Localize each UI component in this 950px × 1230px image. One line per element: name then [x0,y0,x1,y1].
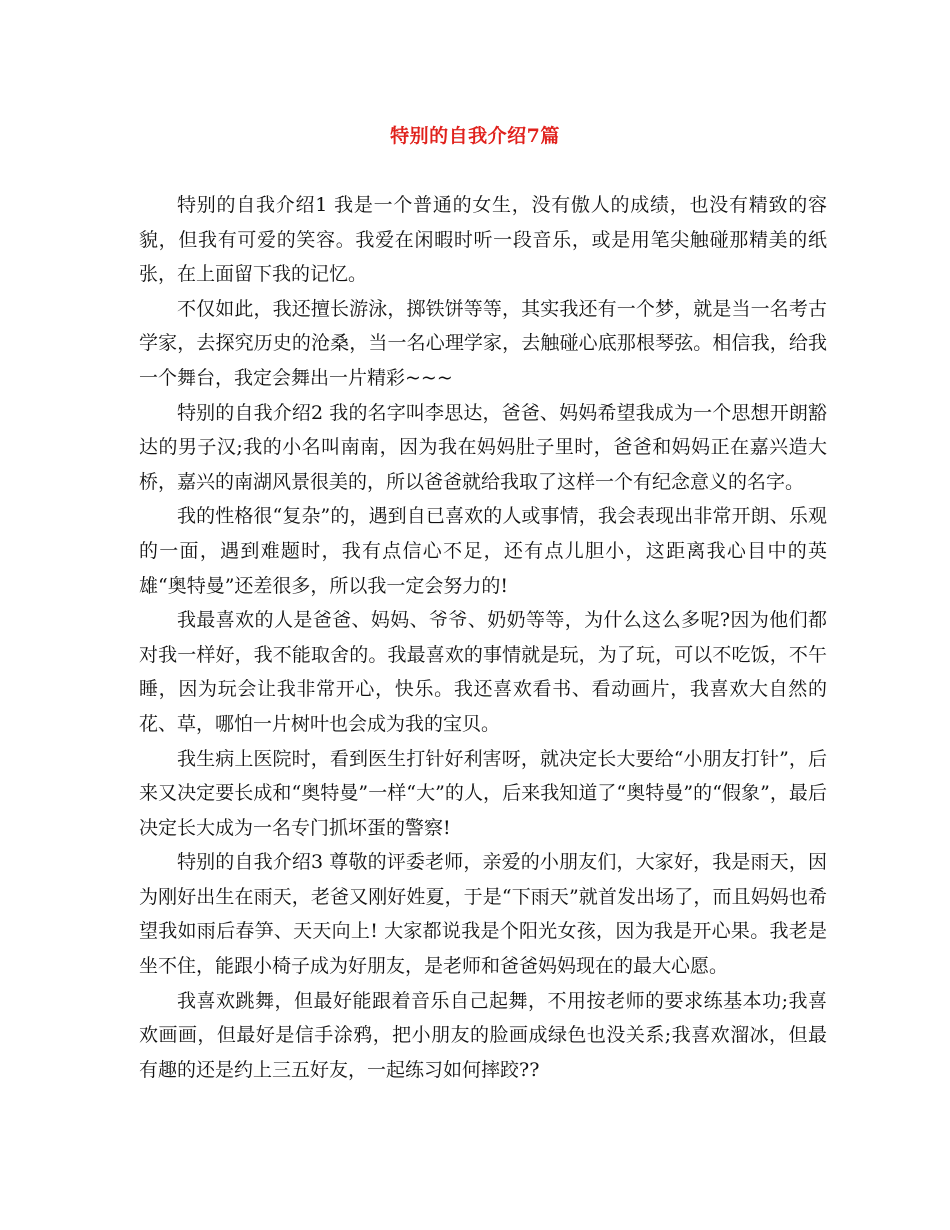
paragraph: 特别的自我介绍2 我的名字叫李思达，爸爸、妈妈希望我成为一个思想开朗豁达的男子汉;我的小名叫南南，因为我在妈妈肚子里时，爸爸和妈妈正在嘉兴造大桥，嘉兴的南湖风景很美的，所以爸爸就给我取了这样一个有纪念意义的名字。 [139,401,827,493]
paragraph: 我喜欢跳舞，但最好能跟着音乐自己起舞，不用按老师的要求练基本功;我喜欢画画，但最好是信手涂鸦，把小朋友的脸画成绿色也没关系;我喜欢溜冰，但最有趣的还是约上三五好友，一起练习如何摔跤?? [139,989,827,1081]
paragraph: 我生病上医院时，看到医生打针好利害呀，就决定长大要给“小朋友打针”，后来又决定要长成和“奥特曼”一样“大”的人，后来我知道了“奥特曼”的“假象”，最后决定长大成为一名专门抓坏蛋的警察! [139,747,827,839]
paragraph: 不仅如此，我还擅长游泳，掷铁饼等等，其实我还有一个梦，就是当一名考古学家，去探究历史的沧桑，当一名心理学家，去触碰心底那根琴弦。相信我，给我一个舞台，我定会舞出一片精彩~~~ [139,297,827,389]
paragraph: 我的性格很“复杂”的，遇到自已喜欢的人或事情，我会表现出非常开朗、乐观的一面，遇到难题时，我有点信心不足，还有点儿胆小，这距离我心目中的英雄“奥特曼”还差很多，所以我一定会努力的! [139,505,827,597]
document-body [139,188,827,1087]
paragraph: 我最喜欢的人是爸爸、妈妈、爷爷、奶奶等等，为什么这么多呢?因为他们都对我一样好，我不能取舍的。我最喜欢的事情就是玩，为了玩，可以不吃饭，不午睡，因为玩会让我非常开心，快乐。我还喜欢看书、看动画片，我喜欢大自然的花、草，哪怕一片树叶也会成为我的宝贝。 [139,609,827,735]
document-title: 特别的自我介绍7篇 [390,125,560,147]
paragraph: 特别的自我介绍1 我是一个普通的女生，没有傲人的成绩，也没有精致的容貌，但我有可爱的笑容。我爱在闲暇时听一段音乐，或是用笔尖触碰那精美的纸张，在上面留下我的记忆。 [139,194,827,286]
paragraph: 特别的自我介绍3 尊敬的评委老师，亲爱的小朋友们，大家好，我是雨天，因为刚好出生在雨天，老爸又刚好姓夏，于是“下雨天”就首发出场了，而且妈妈也希望我如雨后春笋、天天向上! 大家都说我是个阳光女孩，因为我是开心果。我老是坐不住，能跟小椅子成为好朋友，是老师和爸爸妈妈现在的最大心愿。 [139,851,827,978]
